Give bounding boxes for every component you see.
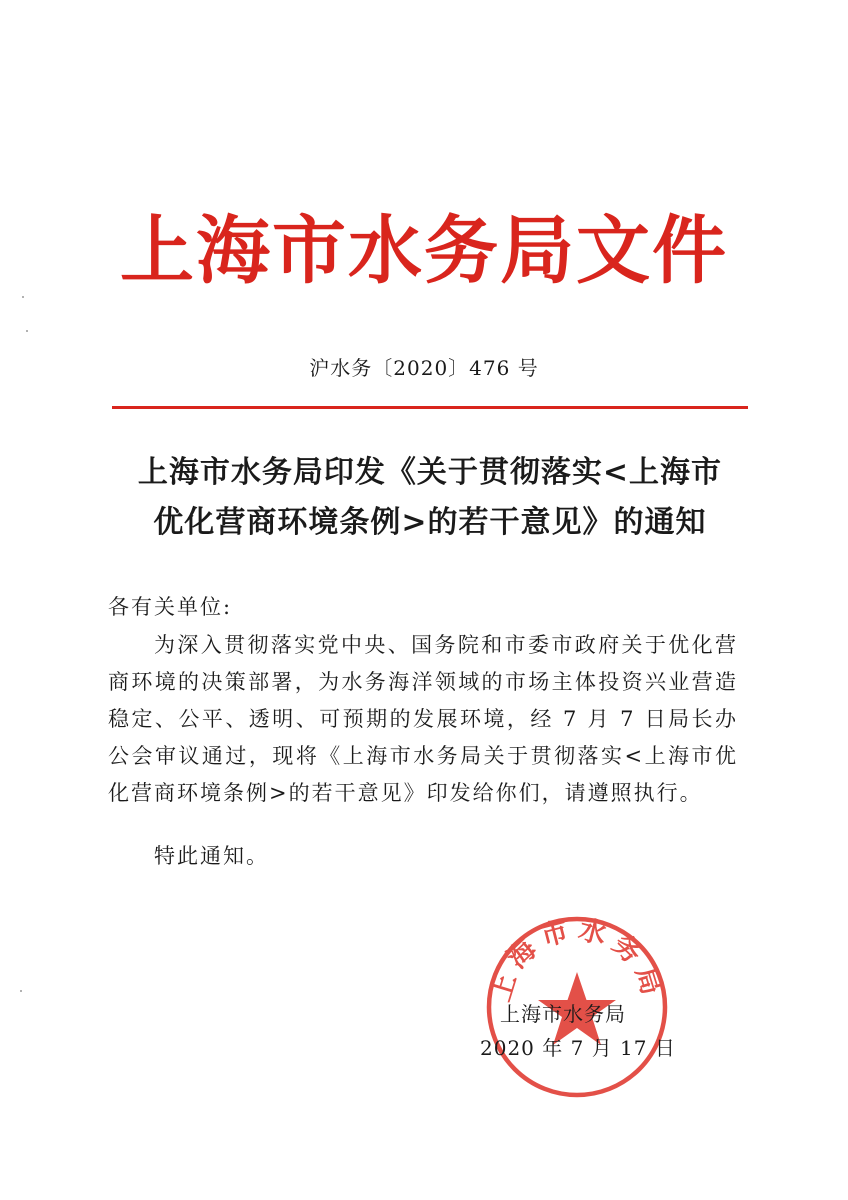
red-header-title: 上海市水务局文件: [120, 208, 728, 294]
scan-speck: [26, 330, 28, 332]
scan-speck: [20, 990, 22, 992]
seal-arc-text: 上海市水务局: [485, 914, 669, 1006]
red-divider-line: [112, 406, 748, 409]
document-title-line-2: 优化营商环境条例>的若干意见》的通知: [153, 505, 707, 540]
signer-name: 上海市水务局: [500, 1002, 626, 1026]
closing-line: 特此通知。: [154, 844, 269, 868]
document-title-line-1: 上海市水务局印发《关于贯彻落实<上海市: [137, 455, 723, 490]
salutation: 各有关单位:: [108, 595, 233, 619]
body-paragraph: 为深入贯彻落实党中央、国务院和市委市政府关于优化营商环境的决策部署，为水务海洋领域的市场主体投资兴业营造稳定、公平、透明、可预期的发展环境，经 7 月 7 日局长办公会审议通过，现将《上海市水务局关于贯彻落实<上海市优化营商环境条例>的若干意见》印发给你们，请遵照执行。: [108, 633, 738, 805]
signing-date: 2020 年 7 月 17 日: [480, 1036, 676, 1060]
document-title: [100, 448, 760, 548]
document-number: 沪水务〔2020〕476 号: [309, 356, 539, 380]
scan-speck: [22, 296, 24, 298]
